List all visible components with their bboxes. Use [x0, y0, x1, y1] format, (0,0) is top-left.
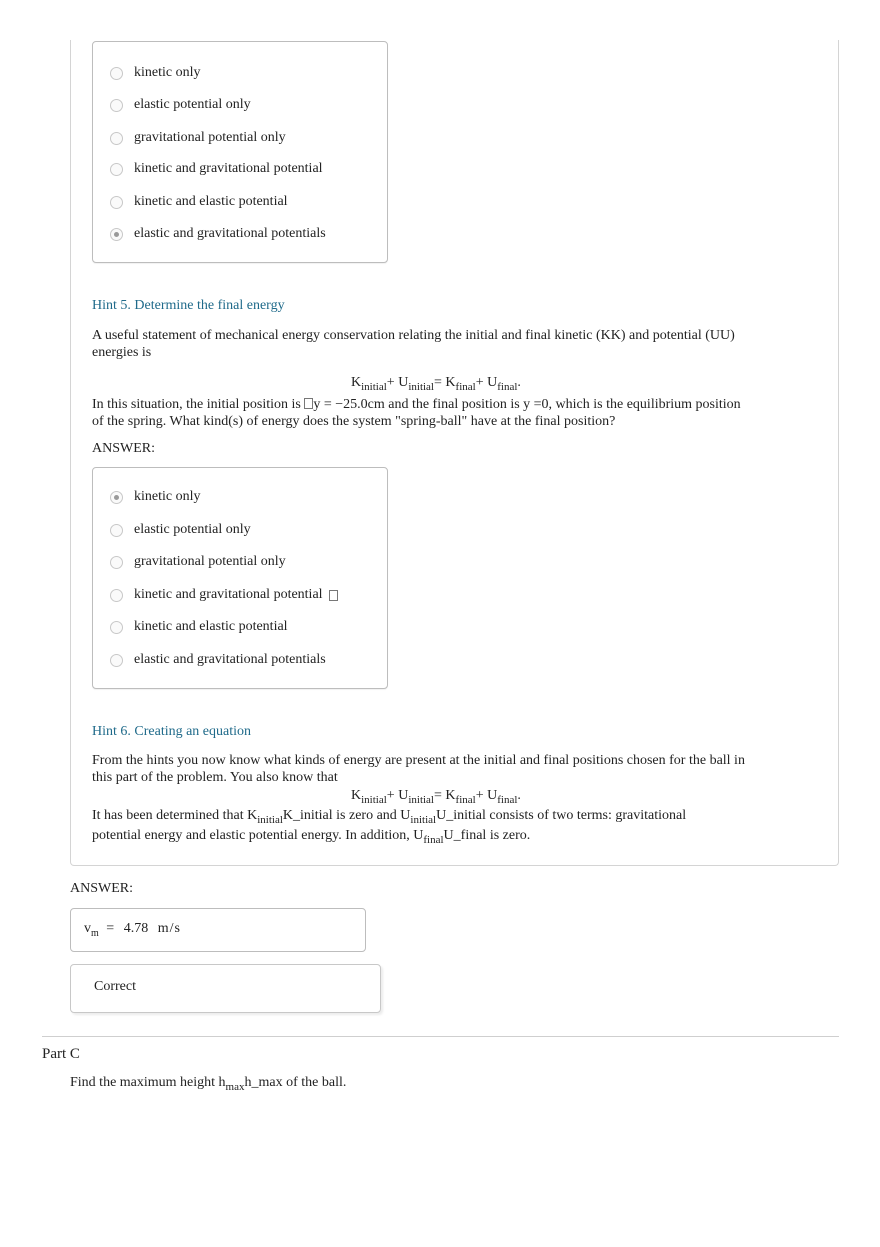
radio-button[interactable] [110, 524, 123, 537]
answer-variable: v [84, 921, 91, 936]
feedback-text: Correct [94, 979, 136, 994]
answer-variable-sub: m [91, 928, 99, 939]
answer-unit: m/s [157, 921, 181, 936]
radio-button-selected[interactable] [110, 228, 123, 241]
choice-option[interactable] [110, 159, 323, 179]
feedback-box [70, 964, 381, 1013]
choice-option[interactable] [110, 585, 338, 605]
choice-label: elastic potential only [134, 97, 251, 112]
hint-5-title[interactable]: Hint 5. Determine the final energy [92, 298, 285, 313]
radio-button[interactable] [110, 99, 123, 112]
choice-option[interactable] [110, 520, 251, 540]
radio-button[interactable] [110, 589, 123, 602]
answer-label: ANSWER: [92, 441, 155, 456]
choice-label: kinetic and gravitational potential [134, 161, 323, 176]
choice-group-hint4 [92, 41, 388, 263]
answer-value: 4.78 [123, 921, 149, 936]
radio-button[interactable] [110, 196, 123, 209]
missing-glyph-icon [304, 398, 313, 409]
choice-label: kinetic and elastic potential [134, 194, 288, 209]
choice-label: gravitational potential only [134, 554, 286, 569]
radio-button[interactable] [110, 556, 123, 569]
divider [42, 1036, 839, 1037]
choice-option[interactable] [110, 63, 201, 83]
choice-option[interactable] [110, 617, 288, 637]
choice-option[interactable] [110, 552, 286, 572]
choice-label: elastic and gravitational potentials [134, 652, 326, 667]
choice-option[interactable] [110, 224, 326, 244]
answer-equals: = [106, 921, 115, 936]
choice-option[interactable] [110, 128, 286, 148]
radio-button[interactable] [110, 67, 123, 80]
hint-6-title[interactable]: Hint 6. Creating an equation [92, 724, 252, 739]
choice-label: elastic and gravitational potentials [134, 226, 326, 241]
missing-glyph-icon [329, 590, 338, 601]
hint-5-body: In this situation, the initial position is y = −25.0cm and the final position is y =0, which is the equilibrium position of the spring. What kind(s) of energy does the system "spring-ball" have at the final position? [92, 397, 741, 429]
radio-button[interactable] [110, 132, 123, 145]
radio-button[interactable] [110, 163, 123, 176]
choice-label: elastic potential only [134, 522, 251, 537]
energy-conservation-equation: $K_{initial}+ U_{initial}= K_{final}+ U_{final}$. [351, 375, 521, 393]
answer-field[interactable] [70, 908, 366, 952]
choice-option[interactable] [110, 192, 288, 212]
radio-button-selected[interactable] [110, 491, 123, 504]
part-c-question: Find the maximum height $h_{max}h\_\max$ of the ball. [70, 1075, 347, 1093]
choice-group-hint5 [92, 467, 388, 689]
hint-6-body: It has been determined that $K_{initial}K\_initial$ is zero and $U_{initial}U\_initial$ consists of two terms: gravitational potential energy and elastic potential energy. In addition, $U_{final}U\_final$ is zero. [92, 808, 687, 846]
choice-label: kinetic only [134, 65, 201, 80]
radio-button[interactable] [110, 654, 123, 667]
answer-label: ANSWER: [70, 881, 133, 896]
choice-option[interactable] [110, 95, 251, 115]
hint-5-intro: A useful statement of mechanical energy conservation relating the initial and final kinetic (KK) and potential (UU) energies is [92, 328, 735, 360]
choice-label: gravitational potential only [134, 130, 286, 145]
hint-6-intro: From the hints you now know what kinds of energy are present at the initial and final positions chosen for the ball in this part of the problem. You also know that [92, 753, 745, 785]
part-c-title: Part C [42, 1046, 80, 1062]
energy-conservation-equation: $K_{initial}+ U_{initial}= K_{final}+ U_{final}$. [351, 788, 521, 806]
choice-label: kinetic and elastic potential [134, 619, 288, 634]
choice-option[interactable] [110, 650, 326, 670]
choice-label: kinetic and gravitational potential [134, 587, 323, 602]
choice-option[interactable] [110, 487, 201, 507]
radio-button[interactable] [110, 621, 123, 634]
choice-label: kinetic only [134, 489, 201, 504]
